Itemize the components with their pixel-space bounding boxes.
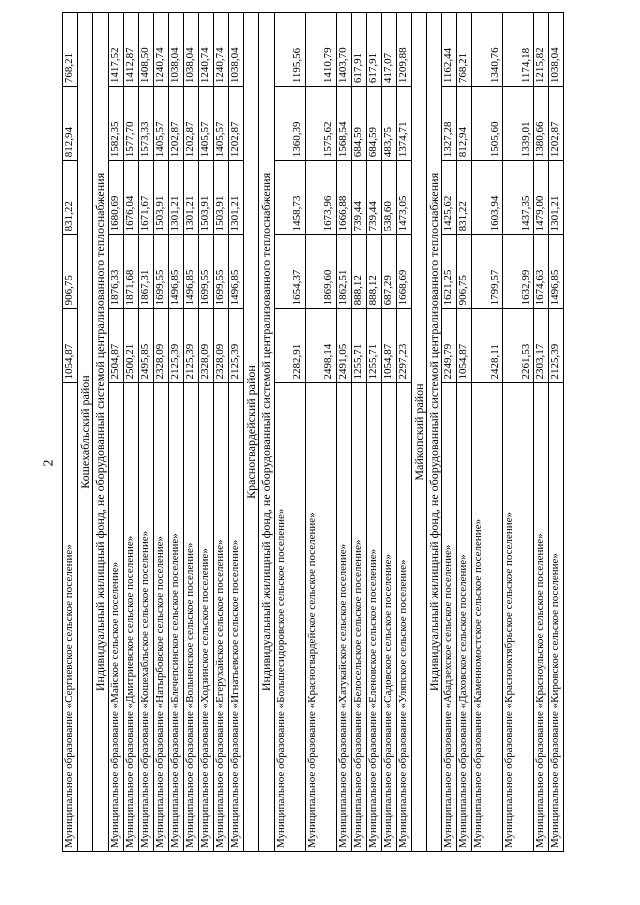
value-cell: 1496,85 bbox=[183, 235, 198, 309]
value-cell: 1680,69 bbox=[108, 161, 123, 235]
municipality-name: Муниципальное образование «Игнатьевское сельское поселение» bbox=[228, 383, 243, 852]
value-cell: 1575,62 bbox=[305, 87, 336, 161]
municipality-name: Муниципальное образование «Большесидоровское сельское поселение» bbox=[274, 383, 305, 852]
value-cell: 1255,71 bbox=[366, 309, 381, 383]
value-cell: 1339,01 bbox=[503, 87, 534, 161]
municipality-name: Муниципальное образование «Уляпское сельское поселение» bbox=[396, 383, 411, 852]
value-cell: 1240,74 bbox=[213, 13, 228, 87]
table-row bbox=[503, 13, 534, 852]
value-cell: 812,94 bbox=[457, 87, 472, 161]
value-cell: 2249,79 bbox=[442, 309, 457, 383]
value-cell: 2125,39 bbox=[183, 309, 198, 383]
value-cell: 1195,56 bbox=[274, 13, 305, 87]
value-cell: 1699,55 bbox=[153, 235, 168, 309]
municipality-name: Муниципальное образование «Белосельское сельское поселение» bbox=[351, 383, 366, 852]
value-cell: 1496,85 bbox=[228, 235, 243, 309]
value-cell: 739,44 bbox=[351, 161, 366, 235]
value-cell: 2504,87 bbox=[108, 309, 123, 383]
value-cell: 2328,09 bbox=[213, 309, 228, 383]
municipality-name: Муниципальное образование «Кошехабльское сельское поселение» bbox=[138, 383, 153, 852]
table-row bbox=[153, 13, 168, 852]
value-cell: 2491,05 bbox=[336, 309, 351, 383]
municipality-name: Муниципальное образование «Абадзехское сельское поселение» bbox=[442, 383, 457, 852]
section-header-row bbox=[78, 13, 93, 852]
value-cell: 1496,85 bbox=[549, 235, 564, 309]
value-cell: 906,75 bbox=[63, 235, 78, 309]
section-header: Индивидуальный жилищный фонд, не оборудованный системой централизованного теплоснабжения bbox=[93, 13, 108, 852]
value-cell: 1209,88 bbox=[396, 13, 411, 87]
value-cell: 1603,94 bbox=[472, 161, 503, 235]
table-row bbox=[457, 13, 472, 852]
tariff-table bbox=[62, 12, 564, 852]
value-cell: 1496,85 bbox=[168, 235, 183, 309]
value-cell: 888,12 bbox=[366, 235, 381, 309]
table-row bbox=[381, 13, 396, 852]
value-cell: 1374,71 bbox=[396, 87, 411, 161]
table-row bbox=[472, 13, 503, 852]
section-header: Индивидуальный жилищный фонд, не оборудованный системой централизованного теплоснабжения bbox=[426, 13, 441, 852]
value-cell: 1799,57 bbox=[472, 235, 503, 309]
value-cell: 1054,87 bbox=[457, 309, 472, 383]
value-cell: 1676,04 bbox=[123, 161, 138, 235]
value-cell: 2495,85 bbox=[138, 309, 153, 383]
municipality-name: Муниципальное образование «Вольненское сельское поселение» bbox=[183, 383, 198, 852]
value-cell: 1503,91 bbox=[213, 161, 228, 235]
value-cell: 417,07 bbox=[381, 13, 396, 87]
value-cell: 1405,57 bbox=[153, 87, 168, 161]
value-cell: 1671,67 bbox=[138, 161, 153, 235]
table-row bbox=[183, 13, 198, 852]
section-header: Красногвардейский район bbox=[243, 13, 258, 852]
municipality-name: Муниципальное образование «Сергиевское сельское поселение» bbox=[63, 383, 78, 852]
table-row bbox=[138, 13, 153, 852]
value-cell: 1417,52 bbox=[108, 13, 123, 87]
value-cell: 1240,74 bbox=[153, 13, 168, 87]
section-header-row bbox=[411, 13, 426, 852]
value-cell: 1577,70 bbox=[123, 87, 138, 161]
value-cell: 1568,54 bbox=[336, 87, 351, 161]
value-cell: 812,94 bbox=[63, 87, 78, 161]
table-row bbox=[168, 13, 183, 852]
municipality-name: Муниципальное образование «Натырбовское сельское поселение» bbox=[153, 383, 168, 852]
table-row bbox=[549, 13, 564, 852]
section-header-row bbox=[259, 13, 274, 852]
value-cell: 888,12 bbox=[351, 235, 366, 309]
table-row bbox=[351, 13, 366, 852]
municipality-name: Муниципальное образование «Ходзинское сельское поселение» bbox=[198, 383, 213, 852]
value-cell: 1699,55 bbox=[198, 235, 213, 309]
section-header: Индивидуальный жилищный фонд, не оборудованный системой централизованного теплоснабжения bbox=[259, 13, 274, 852]
table-row bbox=[123, 13, 138, 852]
value-cell: 1632,99 bbox=[503, 235, 534, 309]
value-cell: 1038,04 bbox=[549, 13, 564, 87]
value-cell: 1573,33 bbox=[138, 87, 153, 161]
value-cell: 1867,31 bbox=[138, 235, 153, 309]
value-cell: 1215,82 bbox=[534, 13, 549, 87]
value-cell: 1038,04 bbox=[228, 13, 243, 87]
municipality-name: Муниципальное образование «Егерухайское сельское поселение» bbox=[213, 383, 228, 852]
section-header-row bbox=[93, 13, 108, 852]
value-cell: 1255,71 bbox=[351, 309, 366, 383]
table-row bbox=[336, 13, 351, 852]
value-cell: 1674,63 bbox=[534, 235, 549, 309]
value-cell: 1503,91 bbox=[153, 161, 168, 235]
value-cell: 2498,14 bbox=[305, 309, 336, 383]
value-cell: 768,21 bbox=[63, 13, 78, 87]
value-cell: 1340,76 bbox=[472, 13, 503, 87]
value-cell: 1412,87 bbox=[123, 13, 138, 87]
table-row bbox=[63, 13, 78, 852]
value-cell: 1202,87 bbox=[228, 87, 243, 161]
value-cell: 1240,74 bbox=[198, 13, 213, 87]
value-cell: 1410,79 bbox=[305, 13, 336, 87]
page-number: 2 bbox=[41, 459, 57, 467]
value-cell: 1327,28 bbox=[442, 87, 457, 161]
value-cell: 1202,87 bbox=[549, 87, 564, 161]
municipality-name: Муниципальное образование «Красноульское сельское поселение» bbox=[534, 383, 549, 852]
value-cell: 617,91 bbox=[366, 13, 381, 87]
value-cell: 1673,96 bbox=[305, 161, 336, 235]
value-cell: 1408,50 bbox=[138, 13, 153, 87]
value-cell: 1202,87 bbox=[168, 87, 183, 161]
table-row bbox=[305, 13, 336, 852]
value-cell: 1403,70 bbox=[336, 13, 351, 87]
value-cell: 1699,55 bbox=[213, 235, 228, 309]
value-cell: 1380,66 bbox=[534, 87, 549, 161]
value-cell: 1668,69 bbox=[396, 235, 411, 309]
municipality-name: Муниципальное образование «Еленовское сельское поселение» bbox=[366, 383, 381, 852]
value-cell: 1162,44 bbox=[442, 13, 457, 87]
value-cell: 2261,53 bbox=[503, 309, 534, 383]
value-cell: 1038,04 bbox=[183, 13, 198, 87]
value-cell: 1405,57 bbox=[213, 87, 228, 161]
value-cell: 617,91 bbox=[351, 13, 366, 87]
value-cell: 1301,21 bbox=[168, 161, 183, 235]
value-cell: 687,29 bbox=[381, 235, 396, 309]
value-cell: 1425,62 bbox=[442, 161, 457, 235]
table-row bbox=[366, 13, 381, 852]
section-header-row bbox=[426, 13, 441, 852]
municipality-name: Муниципальное образование «Каменномостское сельское поселение» bbox=[472, 383, 503, 852]
municipality-name: Муниципальное образование «Краснооктябрьское сельское поселение» bbox=[503, 383, 534, 852]
value-cell: 1360,39 bbox=[274, 87, 305, 161]
value-cell: 1666,88 bbox=[336, 161, 351, 235]
value-cell: 1054,87 bbox=[63, 309, 78, 383]
value-cell: 1869,60 bbox=[305, 235, 336, 309]
value-cell: 2282,91 bbox=[274, 309, 305, 383]
value-cell: 1301,21 bbox=[549, 161, 564, 235]
table-row bbox=[534, 13, 549, 852]
value-cell: 1862,51 bbox=[336, 235, 351, 309]
table-row bbox=[396, 13, 411, 852]
value-cell: 831,22 bbox=[457, 161, 472, 235]
value-cell: 1621,25 bbox=[442, 235, 457, 309]
municipality-name: Муниципальное образование «Блечепсинское сельское поселение» bbox=[168, 383, 183, 852]
value-cell: 1582,35 bbox=[108, 87, 123, 161]
value-cell: 684,59 bbox=[351, 87, 366, 161]
value-cell: 2303,17 bbox=[534, 309, 549, 383]
value-cell: 906,75 bbox=[457, 235, 472, 309]
value-cell: 739,44 bbox=[366, 161, 381, 235]
value-cell: 768,21 bbox=[457, 13, 472, 87]
value-cell: 2297,23 bbox=[396, 309, 411, 383]
section-header: Майкопский район bbox=[411, 13, 426, 852]
value-cell: 1458,73 bbox=[274, 161, 305, 235]
value-cell: 1174,18 bbox=[503, 13, 534, 87]
value-cell: 2500,21 bbox=[123, 309, 138, 383]
value-cell: 538,60 bbox=[381, 161, 396, 235]
municipality-name: Муниципальное образование «Садовское сельское поселение» bbox=[381, 383, 396, 852]
value-cell: 1503,91 bbox=[198, 161, 213, 235]
table-row bbox=[213, 13, 228, 852]
value-cell: 1437,35 bbox=[503, 161, 534, 235]
value-cell: 1202,87 bbox=[183, 87, 198, 161]
value-cell: 831,22 bbox=[63, 161, 78, 235]
value-cell: 2328,09 bbox=[198, 309, 213, 383]
value-cell: 1038,04 bbox=[168, 13, 183, 87]
value-cell: 2125,39 bbox=[168, 309, 183, 383]
value-cell: 684,59 bbox=[366, 87, 381, 161]
rotated-table-container bbox=[62, 12, 624, 852]
municipality-name: Муниципальное образование «Красногвардейское сельское поселение» bbox=[305, 383, 336, 852]
value-cell: 1654,37 bbox=[274, 235, 305, 309]
value-cell: 483,75 bbox=[381, 87, 396, 161]
value-cell: 2328,09 bbox=[153, 309, 168, 383]
value-cell: 1871,68 bbox=[123, 235, 138, 309]
table-row bbox=[442, 13, 457, 852]
value-cell: 1301,21 bbox=[228, 161, 243, 235]
municipality-name: Муниципальное образование «Дмитриевское сельское поселение» bbox=[123, 383, 138, 852]
value-cell: 1479,00 bbox=[534, 161, 549, 235]
section-header-row bbox=[243, 13, 258, 852]
value-cell: 1054,87 bbox=[381, 309, 396, 383]
value-cell: 2428,11 bbox=[472, 309, 503, 383]
section-header: Кошехабльский район bbox=[78, 13, 93, 852]
table-row bbox=[198, 13, 213, 852]
value-cell: 1876,33 bbox=[108, 235, 123, 309]
value-cell: 1473,05 bbox=[396, 161, 411, 235]
municipality-name: Муниципальное образование «Даховское сельское поселение» bbox=[457, 383, 472, 852]
value-cell: 1405,57 bbox=[198, 87, 213, 161]
table-row bbox=[274, 13, 305, 852]
municipality-name: Муниципальное образование «Хатукайское сельское поселение» bbox=[336, 383, 351, 852]
value-cell: 2125,39 bbox=[228, 309, 243, 383]
table-row bbox=[228, 13, 243, 852]
value-cell: 1505,60 bbox=[472, 87, 503, 161]
value-cell: 1301,21 bbox=[183, 161, 198, 235]
value-cell: 2125,39 bbox=[549, 309, 564, 383]
municipality-name: Муниципальное образование «Майское сельское поселение» bbox=[108, 383, 123, 852]
municipality-name: Муниципальное образование «Кировское сельское поселение» bbox=[549, 383, 564, 852]
table-row bbox=[108, 13, 123, 852]
